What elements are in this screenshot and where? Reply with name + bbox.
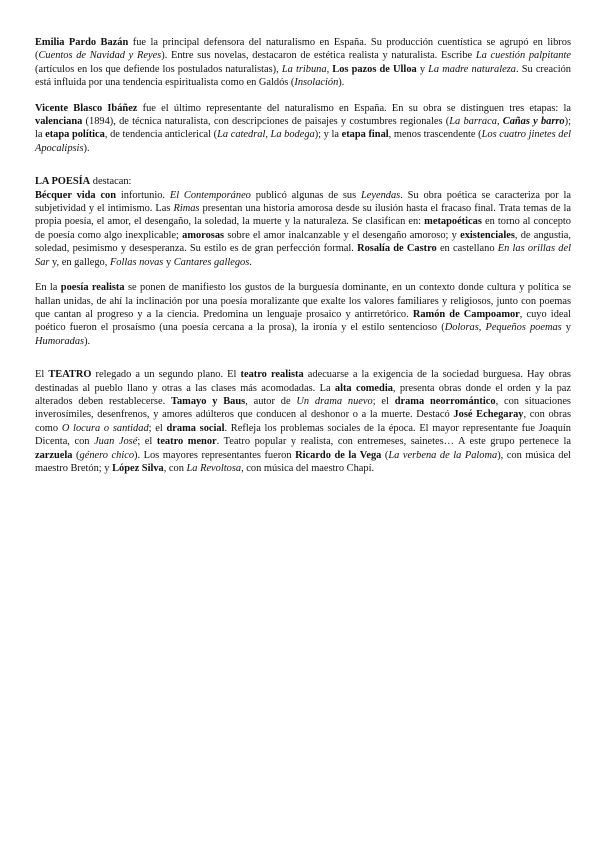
run-text: , cuyo ideal poético fueron el prosaísmo (una poesía cercana a la prosa), la ironía y el estilo sentencioso ( [35, 308, 571, 334]
run-bold-text: amorosas [182, 229, 225, 241]
run-text: ( [381, 449, 389, 461]
run-italic-text: La madre naturaleza [428, 63, 516, 75]
run-text: ). [84, 335, 91, 347]
run-text: presentan una historia amorosa desde su ilusión hasta el fracaso final. Trata temas de la propia poesía, el amor, el desengaño, la soledad, la muerte y la naturaleza. Se clasifican en: [35, 203, 571, 228]
run-text: . Teatro popular y realista, con entremeses, sainetes… A este grupo pertenece la [216, 436, 571, 448]
run-italic-text: género chico [79, 449, 135, 461]
run-text: , presenta obras donde el orden y la paz alterados deben restablecerse. [35, 382, 571, 407]
run-bold-text: Emilia Pardo Bazán [35, 37, 129, 48]
run-italic-text: Cantares gallegos [173, 256, 250, 268]
run-italic-text: La cuestión palpitante [475, 50, 572, 62]
run-italic-text: Juan José [94, 436, 138, 448]
run-text: ); la [35, 116, 571, 141]
paragraph-teatro [35, 368, 571, 475]
run-text: (1894), de técnica naturalista, con descripciones de paisajes y costumbres regionales ( [82, 116, 450, 128]
run-text: fue el último representante del naturalismo en España. En su obra se distinguen tres etapas: la [137, 102, 571, 114]
run-bold-text: Bécquer vida con [35, 189, 117, 201]
run-text: , con situaciones inverosímiles, desenfrenos, y amores adúlteros que conducen al deshonor o a la muerte. Destacó [35, 395, 571, 421]
run-text: en torno al concepto de poesía como algo inexplicable; [35, 216, 571, 241]
run-text: en castellano [436, 243, 498, 255]
run-text: , con [163, 462, 187, 474]
run-bold-text: etapa final [341, 129, 389, 141]
run-bold-text: poesía realista [60, 282, 125, 294]
paragraph-blasco-ibanez [35, 102, 571, 156]
run-text: , con música del maestro Chapí. [241, 462, 375, 474]
run-bold-text: teatro realista [240, 369, 304, 381]
run-text: y [163, 256, 174, 268]
run-text: y [416, 63, 429, 75]
run-text: ), con música del maestro Bretón; y [35, 449, 571, 474]
run-bold-text: zarzuela [35, 449, 73, 461]
run-bold-text: existenciales [460, 229, 515, 241]
run-text: fue la principal defensora del naturalismo en España. Su producción cuentística se agrupó en libros ( [35, 37, 571, 62]
run-bold-text: Ricardo de la Vega [295, 449, 382, 461]
paragraph-body [35, 368, 571, 475]
run-bold-text: José Echegaray [453, 409, 524, 421]
run-text: y [561, 322, 571, 334]
run-text: En la [35, 282, 61, 294]
run-text: ( [72, 449, 80, 461]
run-italic-text: Cuentos de Navidad y Reyes [38, 50, 162, 62]
run-bold-text: metapoéticas [424, 216, 482, 228]
section-heading [35, 175, 571, 188]
run-bold-text: drama social [166, 422, 225, 434]
run-italic-text: Rimas [173, 203, 200, 215]
run-text: , de angustia, soledad, pesimismo y desesperanza. Su estilo es de gran perfección formal. [35, 229, 571, 255]
document-page [35, 36, 571, 487]
run-bold-text: drama neorromántico [394, 395, 496, 407]
run-text: infortunio. [116, 189, 170, 201]
run-italic-text: En las orillas del Sar [35, 243, 571, 268]
run-italic-text: Pequeños poemas [485, 322, 562, 334]
run-bold-text: Cañas y barro [502, 116, 565, 128]
run-text: ). Entre sus novelas, destacaron de estética realista y naturalista. Escribe [161, 50, 476, 62]
run-text: ); y la [314, 129, 342, 141]
run-text: . [249, 256, 252, 268]
heading-bold-text: LA POESÍA [35, 176, 91, 188]
run-italic-text: Humoradas [35, 335, 85, 347]
run-text: se ponen de manifiesto los gustos de la burguesía dominante, en un contexto donde cultura y política se hallan unidas, de ahí la inclinación por una poesía moralizante que exalte los valores familiares y religiosos, junto con poemas que cantan al progreso y a la ciencia. Predomina un lenguaje prosaico y antirretórico. [35, 282, 571, 320]
run-bold-text: TEATRO [48, 369, 92, 381]
run-text: publicó algunas de sus [250, 189, 361, 201]
run-text: ; el [372, 395, 395, 407]
run-italic-text: Doloras [444, 322, 479, 334]
run-italic-text: La tribuna [281, 63, 327, 75]
run-italic-text: Leyendas [360, 189, 401, 201]
run-text: El [35, 369, 49, 381]
run-italic-text: La Revoltosa [186, 462, 242, 474]
run-italic-text: La catedral, La bodega [217, 129, 315, 141]
run-bold-text: teatro menor [156, 436, 217, 448]
run-text: . Su obra poética se caracteriza por la subjetividad y el intimismo. Las [35, 189, 571, 215]
paragraph-poesia-realista [35, 281, 571, 348]
run-text: ; el [137, 436, 157, 448]
heading-text: destacan: [90, 176, 132, 188]
run-text: , menos trascendente ( [388, 129, 482, 141]
run-bold-text: Tamayo y Baus [171, 395, 246, 407]
run-text: , con obras como [35, 409, 571, 434]
run-text: , [478, 322, 486, 334]
run-italic-text: Insolación [294, 77, 339, 89]
paragraph-body [35, 189, 571, 269]
run-text: . Refleja los problemas sociales de la época. El mayor representante fue Joaquín Dicenta, con [35, 422, 572, 448]
run-bold-text: Los pazos de Ulloa [332, 63, 417, 75]
run-text: relegado a un segundo plano. El [91, 369, 241, 381]
run-bold-text: etapa política [45, 129, 105, 141]
run-italic-text: O locura o santidad [61, 422, 149, 434]
run-italic-text: El Contemporáneo [169, 189, 251, 201]
run-italic-text: Los cuatro jinetes del Apocalipsis [35, 129, 571, 154]
run-text: ; el [148, 422, 167, 434]
run-text: adecuarse a la exigencia de la sociedad burguesa. Hay obras destinadas al pueblo llano y otras a las clases más acomodadas. La [35, 369, 571, 394]
run-italic-text: La barraca [449, 116, 497, 128]
paragraph-pardo-bazan [35, 36, 571, 90]
run-text: ). Los mayores representantes fueron [134, 449, 296, 461]
run-bold-text: López Silva [112, 462, 164, 474]
run-italic-text: Un drama nuevo [296, 395, 373, 407]
run-text: , [326, 63, 333, 75]
run-text: y, en gallego, [49, 256, 110, 268]
paragraph-body [35, 281, 571, 348]
run-text: , [496, 116, 503, 128]
paragraph-body [35, 36, 571, 90]
run-italic-text: Follas novas [109, 256, 164, 268]
run-text: , autor de [245, 395, 297, 407]
run-bold-text: Rosalía de Castro [357, 243, 437, 255]
run-bold-text: alta comedia [334, 382, 393, 394]
paragraph-body [35, 102, 571, 156]
run-italic-text: La verbena de la Paloma [388, 449, 498, 461]
paragraph-poesia [35, 175, 571, 269]
run-text: . Su creación está influida por una tendencia espiritualista como en Galdós ( [35, 63, 571, 89]
run-bold-text: Ramón de Campoamor [412, 308, 520, 320]
run-text: sobre el amor inalcanzable y el desengaño amoroso; y [224, 229, 461, 241]
run-bold-text: valenciana [35, 116, 83, 128]
run-bold-text: Vicente Blasco Ibáñez [35, 102, 138, 114]
run-text: ). [83, 142, 90, 154]
run-text: ). [338, 77, 345, 89]
run-text: (artículos en los que defiende los postulados naturalistas), [35, 63, 282, 75]
run-text: , de tendencia anticlerical ( [104, 129, 218, 141]
